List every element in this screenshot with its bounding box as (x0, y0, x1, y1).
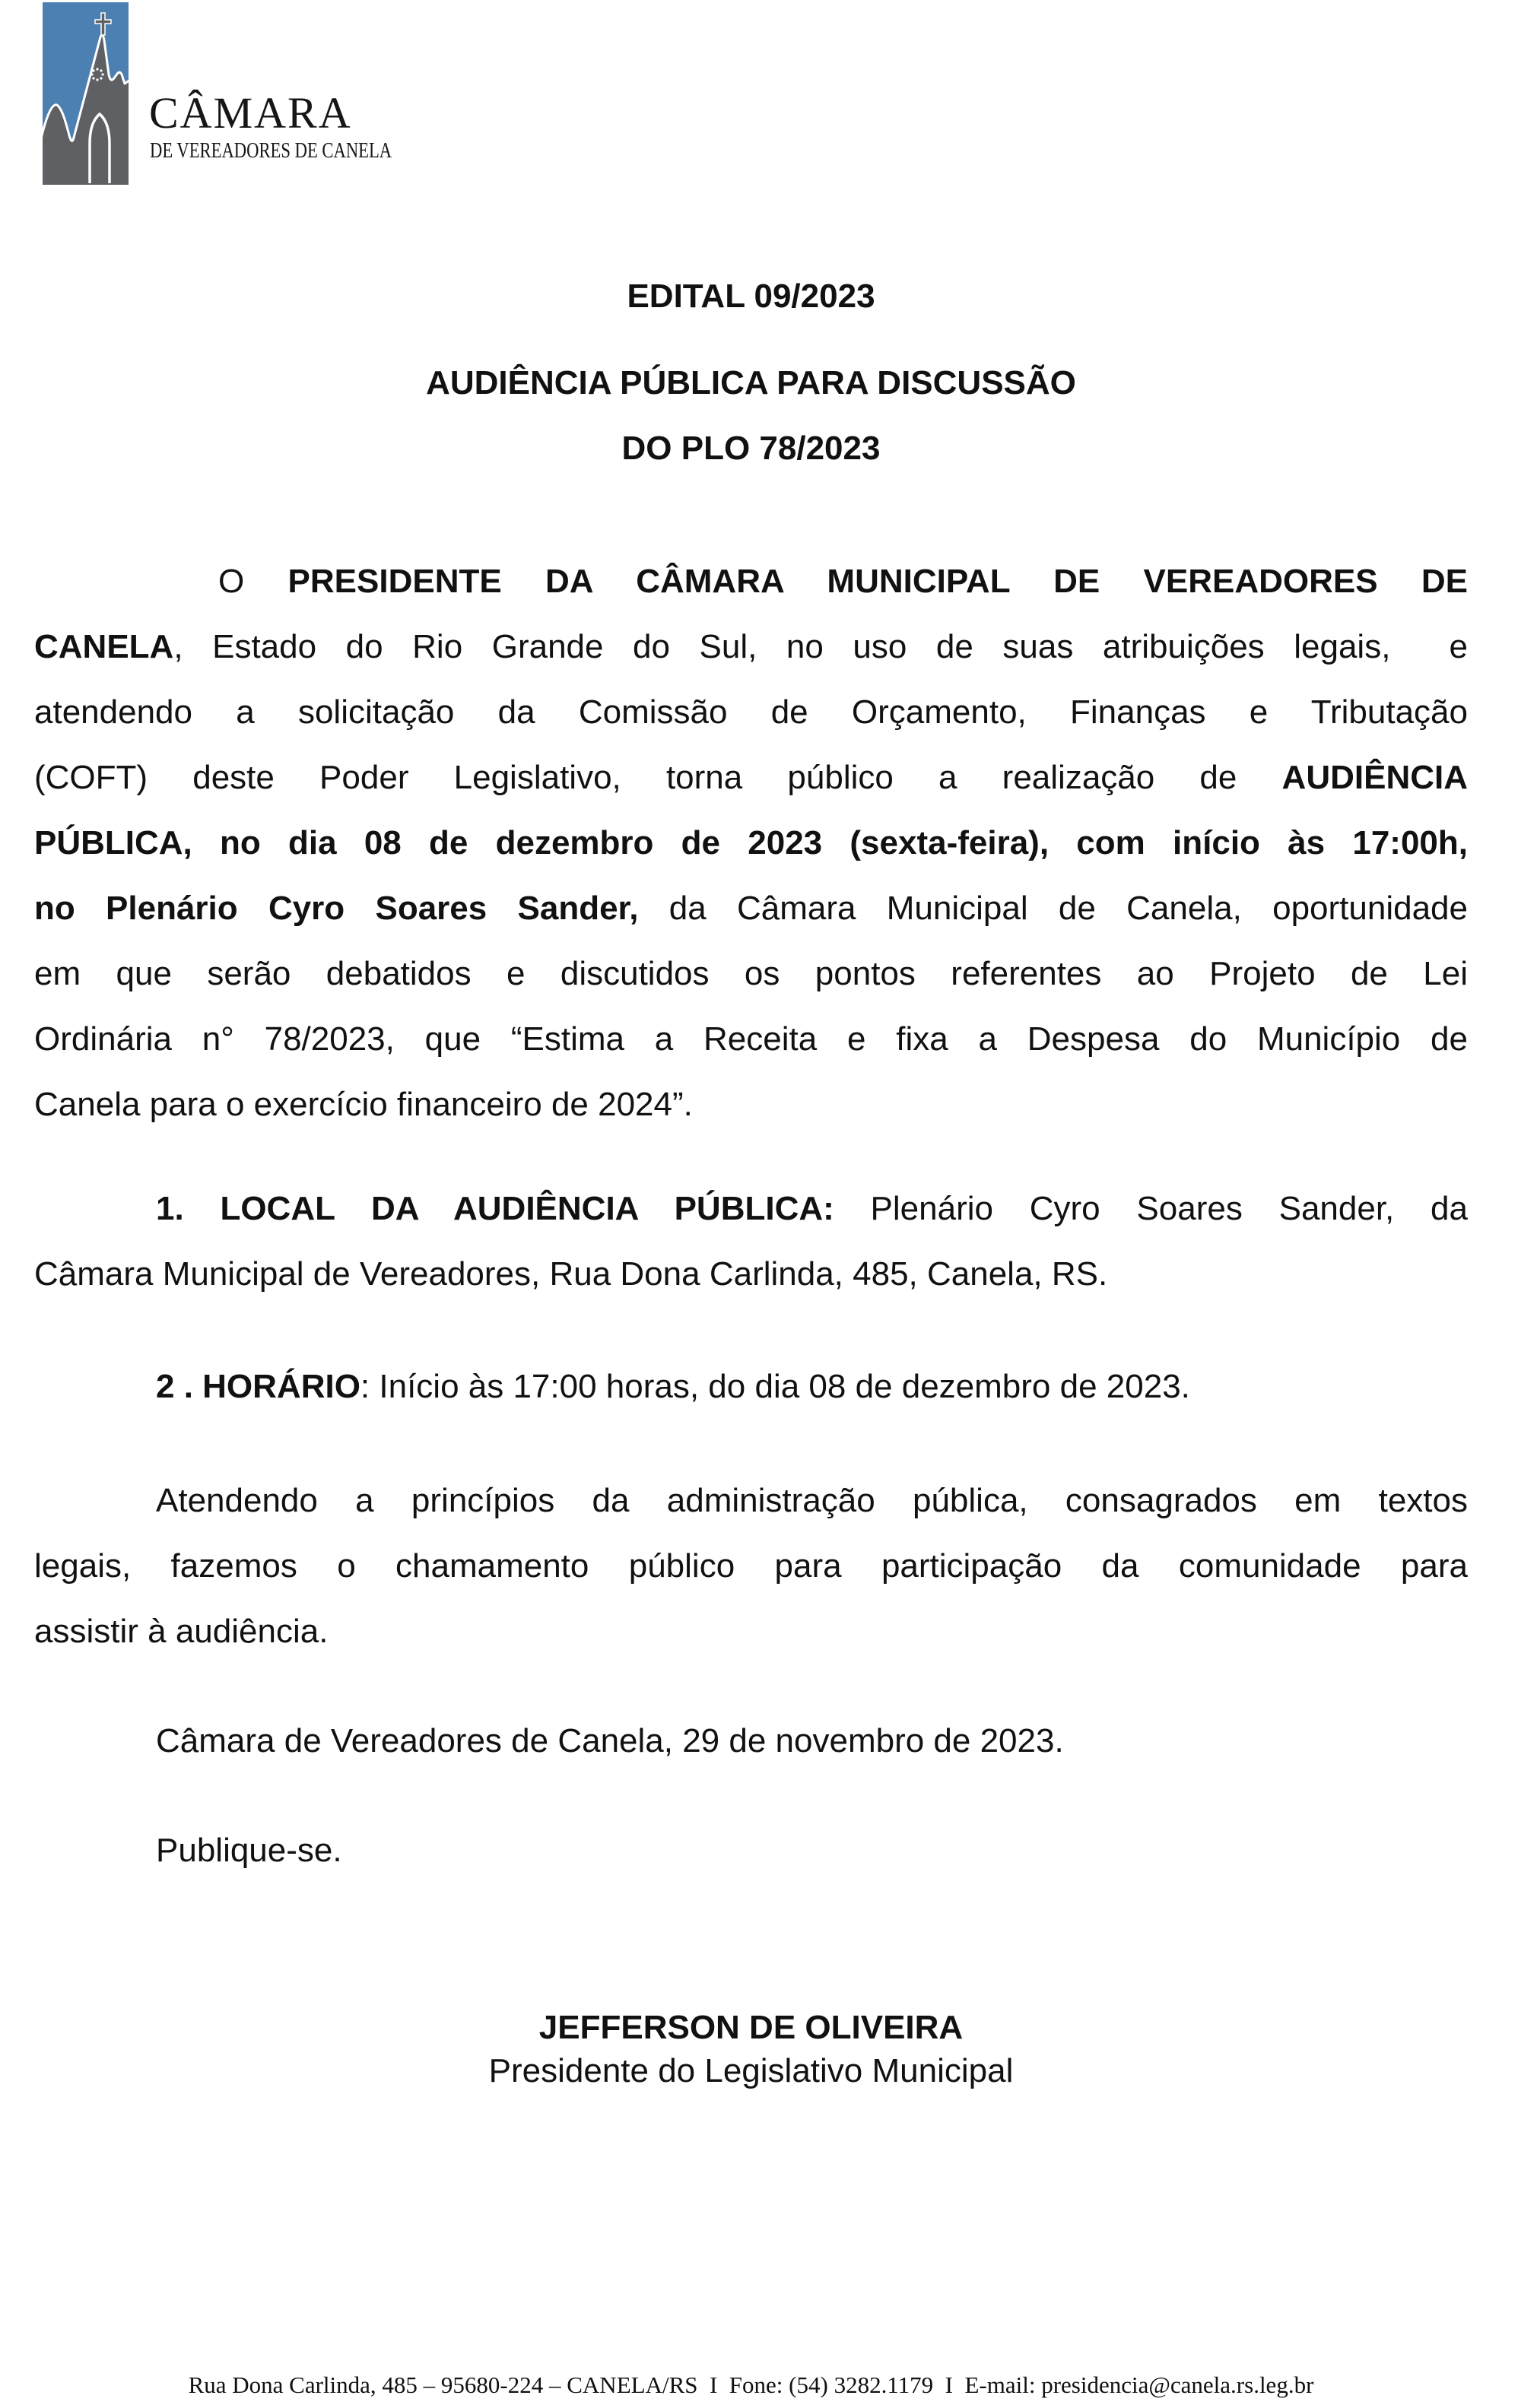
item-local-audiencia-line-1: 1. LOCAL DA AUDIÊNCIA PÚBLICA: Plenário Cyro Soares Sander, da (156, 1190, 1468, 1227)
audiencia-title-line: AUDIÊNCIA PÚBLICA PARA DISCUSSÃO (426, 364, 1076, 401)
opening-paragraph-line-8: Ordinária n° 78/2023, que “Estima a Receita e fixa a Despesa do Município de (34, 1020, 1468, 1058)
opening-paragraph-line-1: O PRESIDENTE DA CÂMARA MUNICIPAL DE VEREADORES DE (218, 563, 1468, 600)
edital-number-title: EDITAL 09/2023 (627, 278, 875, 315)
plo-title-line: DO PLO 78/2023 (621, 430, 881, 467)
camara-canela-logo-icon (43, 2, 129, 185)
opening-paragraph-line-6: no Plenário Cyro Soares Sander, da Câmara Municipal de Canela, oportunidade (34, 890, 1468, 927)
item-local-audiencia (34, 1176, 1468, 1307)
opening-paragraph-line-5: PÚBLICA, no dia 08 de dezembro de 2023 (sexta-feira), com início às 17:00h, (34, 824, 1468, 861)
opening-paragraph (34, 549, 1468, 1137)
logo-subtitle: DE VEREADORES DE CANELA (150, 138, 392, 163)
opening-paragraph-line-9: Canela para o exercício financeiro de 2024”. (34, 1086, 693, 1123)
signer-name: JEFFERSON DE OLIVEIRA (538, 2009, 964, 2046)
opening-paragraph-line-2: CANELA, Estado do Rio Grande do Sul, no uso de suas atribuições legais, e (34, 628, 1468, 665)
opening-paragraph-line-7: em que serão debatidos e discutidos os pontos referentes ao Projeto de Lei (34, 955, 1468, 992)
logo-title: CÂMARA (149, 88, 352, 138)
item-horario (34, 1354, 1468, 1420)
chamamento-paragraph (34, 1468, 1468, 1664)
publish-order-line-1: Publique-se. (156, 1832, 342, 1869)
date-line-line-1: Câmara de Vereadores de Canela, 29 de novembro de 2023. (156, 1722, 1064, 1759)
date-line (34, 1708, 1468, 1774)
signer-role: Presidente do Legislativo Municipal (488, 2052, 1014, 2089)
signature-block (34, 2006, 1468, 2092)
opening-paragraph-line-3: atendendo a solicitação da Comissão de Orçamento, Finanças e Tributação (34, 693, 1468, 731)
item-horario-line-1: 2 . HORÁRIO: Início às 17:00 horas, do dia 08 de dezembro de 2023. (156, 1368, 1190, 1405)
item-local-audiencia-line-2: Câmara Municipal de Vereadores, Rua Dona Carlinda, 485, Canela, RS. (34, 1255, 1108, 1293)
chamamento-paragraph-line-3: assistir à audiência. (34, 1613, 329, 1650)
publish-order (34, 1818, 1468, 1883)
chamamento-paragraph-line-2: legais, fazemos o chamamento público para participação da comunidade para (34, 1547, 1468, 1585)
footer-address-line: Rua Dona Carlinda, 485 – 95680-224 – CANELA/RS I Fone: (54) 3282.1179 I E-mail: presidencia@canela.rs.leg.br (188, 2372, 1314, 2398)
chamamento-paragraph-line-1: Atendendo a princípios da administração pública, consagrados em textos (156, 1482, 1468, 1519)
opening-paragraph-line-4: (COFT) deste Poder Legislativo, torna público a realização de AUDIÊNCIA (34, 759, 1468, 796)
document-heading (34, 264, 1468, 481)
